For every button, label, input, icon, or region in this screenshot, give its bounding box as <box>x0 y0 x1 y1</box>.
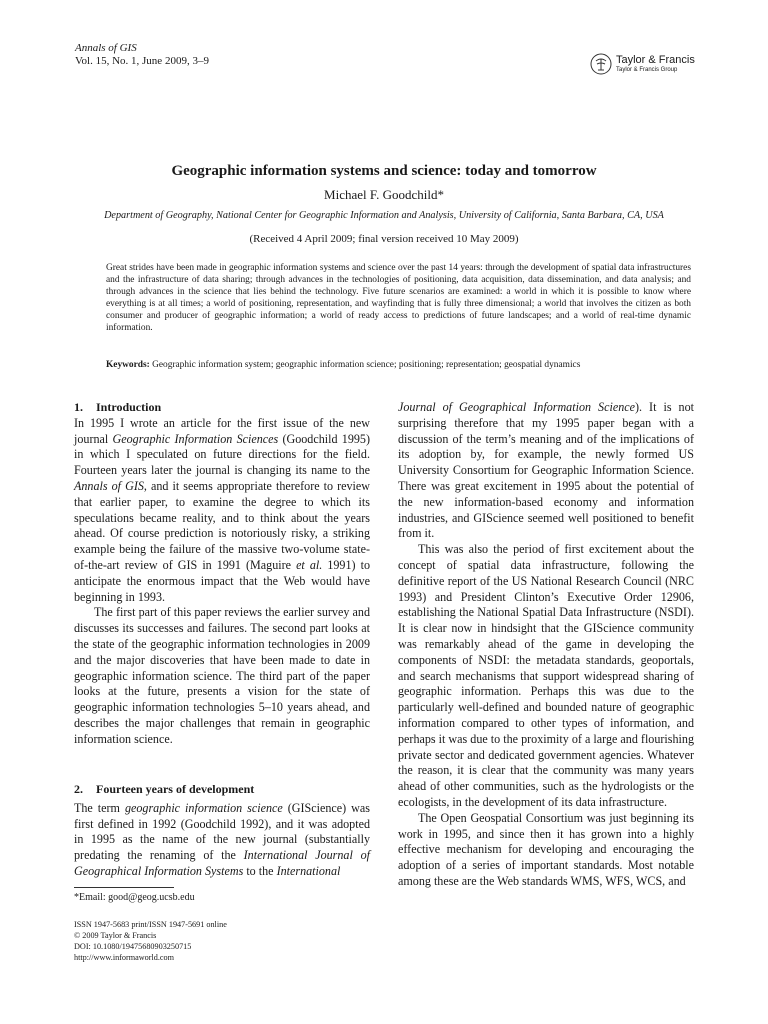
keywords <box>106 359 691 371</box>
section-1-paragraph-2: The first part of this paper reviews the earlier survey and discusses its successes and failures. The second part looks at the state of the geographic information technologies in 2009 and the major discoveries that have been made to date in geographic information science. The third part of the paper looks at the future, presents a vision for the state of geographic information technologies 5–10 years ahead, and describes the major challenges that remain in geographic information science. <box>74 605 370 746</box>
abstract: Great strides have been made in geographic information systems and science over the past 14 years: through the development of spatial data infrastructures and the infrastructure of data sharing; through advances in the technologies of positioning, data acquisition, data dissemination, and data analysis; and through advances in the science that lies behind the technology. Five future scenarios are examined: a world in which it is possible to know where everything is at all times; a world of positioning, representation, and wayfinding that is fully three dimensional; a world that involves the citizen as both consumer and producer of geographic information; a world of ready access to predictions of future landscapes; and a world of real-time dynamic information. <box>106 263 691 333</box>
section-heading-1: 1. Introduction <box>74 400 162 414</box>
publication-info <box>74 919 227 963</box>
footnote-email: *Email: good@geog.ucsb.edu <box>74 892 195 903</box>
publisher-logo <box>590 52 710 82</box>
section-heading-2: 2. Fourteen years of development <box>74 782 255 796</box>
section-1-paragraph-1: In 1995 I wrote an article for the first issue of the new journal Geographic Information Sciences (Goodchild 1995) in which I speculated on future directions for the field. Fourteen years later the journal is changing its name to the Annals of GIS, and it seems appropriate therefore to review that earlier paper, to examine the degree to which its speculations became reality, and to think about the years ahead. Of course prediction is notoriously risky, a striking example being the failure of the massive two-volume state-of-the-art review of GIS in 1991 (Maguire et al. 1991) to anticipate the enormous impact that the Web would have beginning in 1993. <box>74 415 370 604</box>
keywords-label: Keywords: <box>106 360 150 370</box>
issn-line: ISSN 1947-5683 print/ISSN 1947-5691 online <box>74 920 227 929</box>
left-column-section-2 <box>74 782 370 880</box>
article-author: Michael F. Goodchild* <box>324 187 444 202</box>
publisher-group: Taylor & Francis Group <box>616 67 678 73</box>
section-2-paragraph-1: The term geographic information science (GIScience) was first defined in 1992 (Goodchild 1992), and it was adopted in 1995 as the name of the new journal (substantially predating the renaming of the International Journal of Geographical Information Systems to the International <box>74 800 370 878</box>
received-dates: (Received 4 April 2009; final version received 10 May 2009) <box>249 233 519 245</box>
copyright-line: © 2009 Taylor & Francis <box>74 931 157 940</box>
right-column <box>398 400 694 890</box>
website-link[interactable]: http://www.informaworld.com <box>74 953 174 962</box>
article-title: Geographic information systems and science: today and tomorrow <box>171 163 597 179</box>
publisher-name: Taylor & Francis <box>616 54 695 66</box>
right-paragraph-3: The Open Geospatial Consortium was just beginning its work in 1995, and since then it has grown into a highly effective mechanism for developing and encouraging the adoption of a series of important standards. Most notable among these are the Web standards WMS, WFS, WCS, and <box>398 810 694 888</box>
right-paragraph-2: This was also the period of first excitement about the concept of spatial data infrastructure, following the definitive report of the US National Research Council (NRC 1993) and President Clinton’s Executive Order 12906, establishing the National Spatial Data Infrastructure (NSDI). It is clear now in hindsight that the GIScience community was remarkably ahead of the game in developing the components of NSDI: the metadata standards, geoportals, and search mechanisms that support widespread sharing of geographic information. Perhaps this was due to the particularly well-defined and bounded nature of geographic information compared to other types of information, and perhaps it was due to the proximity of a large and flourishing private sector and dedicated government agencies. Whatever the reason, it is clear that the community was many years ahead of other communities, such as the hydrologists or the ecologists, in the development of its data infrastructure. <box>398 542 694 809</box>
journal-header <box>75 42 209 68</box>
footnote-rule <box>74 887 174 888</box>
right-paragraph-1: Journal of Geographical Information Science). It is not surprising therefore that my 1995 paper began with a discussion of the term’s meaning and of the implications of its adoption by, for example, the newly formed US University Consortium for Geographic Information Science. There was great excitement in 1995 about the potential of the new information-based economy and information industries, and GIScience seemed well positioned to benefit from it. <box>398 400 694 541</box>
keywords-list: Geographic information system; geographic information science; positioning; representation; geospatial dynamics <box>152 360 581 370</box>
volume-line: Vol. 15, No. 1, June 2009, 3–9 <box>75 55 209 67</box>
taylor-francis-emblem-icon <box>590 53 612 75</box>
doi-line: DOI: 10.1080/19475680903250715 <box>74 942 192 951</box>
left-column <box>74 400 370 748</box>
author-affiliation: Department of Geography, National Center for Geographic Information and Analysis, University of California, Santa Barbara, CA, USA <box>104 210 664 221</box>
journal-name: Annals of GIS <box>75 42 137 54</box>
